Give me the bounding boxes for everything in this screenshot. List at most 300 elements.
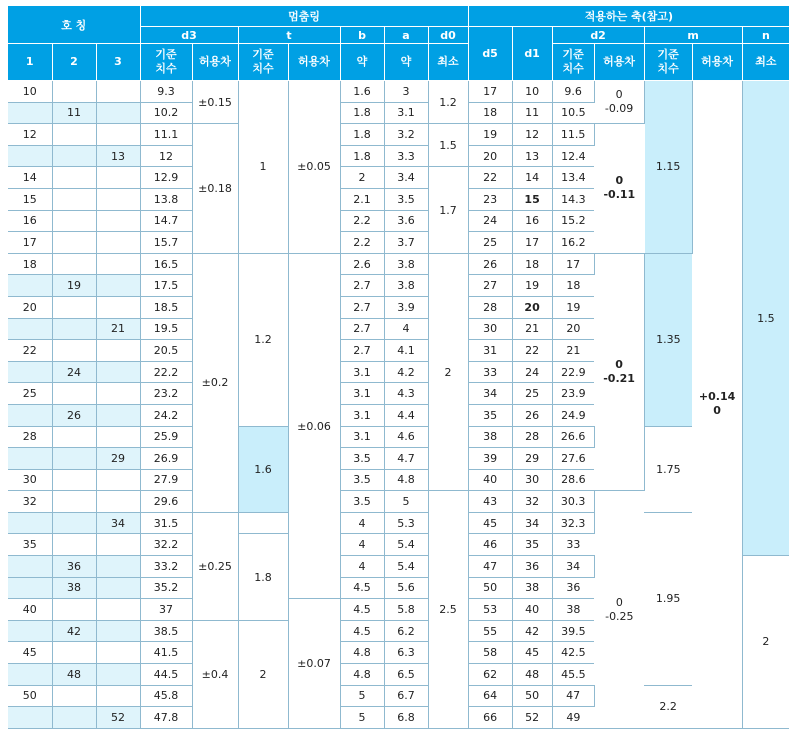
d3-base: 31.5 xyxy=(140,512,192,534)
d2-tolerance xyxy=(594,491,644,729)
nominal-col-1: 12 xyxy=(8,124,52,146)
d0-min: 1.7 xyxy=(428,167,468,253)
d3-base: 44.5 xyxy=(140,664,192,686)
header-b-approx: 약 xyxy=(340,44,384,81)
d2-base: 17 xyxy=(552,253,594,275)
nominal-col-2: 48 xyxy=(52,664,96,686)
nominal-col-1 xyxy=(8,577,52,599)
nominal-col-2 xyxy=(52,188,96,210)
d2-base: 32.3 xyxy=(552,512,594,534)
header-applicable-shaft: 적용하는 축(참고) xyxy=(468,6,789,27)
nominal-col-3 xyxy=(96,404,140,426)
a-approx: 4.6 xyxy=(384,426,428,448)
header-d2-base xyxy=(552,44,594,81)
a-approx: 3.5 xyxy=(384,188,428,210)
d2-base: 42.5 xyxy=(552,642,594,664)
d3-base: 22.2 xyxy=(140,361,192,383)
b-approx: 1.6 xyxy=(340,81,384,103)
nominal-col-1: 30 xyxy=(8,469,52,491)
d5-value: 40 xyxy=(468,469,512,491)
nominal-col-1 xyxy=(8,620,52,642)
table-row xyxy=(8,253,789,275)
nominal-col-3: 13 xyxy=(96,145,140,167)
d3-base: 16.5 xyxy=(140,253,192,275)
d5-value: 20 xyxy=(468,145,512,167)
d3-tolerance: ±0.25 xyxy=(192,512,238,620)
b-approx: 3.1 xyxy=(340,383,384,405)
d1-value: 19 xyxy=(512,275,552,297)
a-approx: 6.2 xyxy=(384,620,428,642)
nominal-col-3 xyxy=(96,383,140,405)
table-row xyxy=(8,426,789,448)
nominal-col-1: 25 xyxy=(8,383,52,405)
nominal-col-1: 20 xyxy=(8,296,52,318)
d5-value: 19 xyxy=(468,124,512,146)
d3-base: 23.2 xyxy=(140,383,192,405)
nominal-col-2 xyxy=(52,340,96,362)
table-body xyxy=(8,81,789,729)
d0-min: 2.5 xyxy=(428,491,468,729)
t-base: 1.2 xyxy=(238,253,288,426)
a-approx: 3.2 xyxy=(384,124,428,146)
nominal-col-2: 26 xyxy=(52,404,96,426)
t-base: 1 xyxy=(238,81,288,254)
d3-base: 41.5 xyxy=(140,642,192,664)
d1-value: 11 xyxy=(512,102,552,124)
m-tolerance xyxy=(692,81,742,729)
nominal-col-3: 52 xyxy=(96,707,140,729)
a-approx: 3.7 xyxy=(384,232,428,254)
tolerance-upper: 0 xyxy=(615,595,623,609)
b-approx: 3.1 xyxy=(340,361,384,383)
d2-base: 24.9 xyxy=(552,404,594,426)
nominal-col-1: 17 xyxy=(8,232,52,254)
d3-base: 47.8 xyxy=(140,707,192,729)
nominal-col-1 xyxy=(8,664,52,686)
d2-base: 38 xyxy=(552,599,594,621)
header-d3: d3 xyxy=(140,27,238,44)
nominal-col-1: 28 xyxy=(8,426,52,448)
nominal-col-3: 29 xyxy=(96,448,140,470)
nominal-col-3 xyxy=(96,167,140,189)
d1-value: 17 xyxy=(512,232,552,254)
table-row xyxy=(8,512,789,534)
d3-base: 24.2 xyxy=(140,404,192,426)
nominal-col-1: 32 xyxy=(8,491,52,513)
t-base xyxy=(238,512,288,534)
nominal-col-3 xyxy=(96,556,140,578)
nominal-col-3 xyxy=(96,275,140,297)
d3-base: 19.5 xyxy=(140,318,192,340)
header-a-approx: 약 xyxy=(384,44,428,81)
d2-base: 16.2 xyxy=(552,232,594,254)
b-approx: 4.8 xyxy=(340,642,384,664)
a-approx: 3.6 xyxy=(384,210,428,232)
d2-tolerance xyxy=(594,124,644,254)
nominal-col-2 xyxy=(52,145,96,167)
nominal-col-3: 21 xyxy=(96,318,140,340)
a-approx: 5.4 xyxy=(384,534,428,556)
header-d2-tolerance: 허용차 xyxy=(594,44,644,81)
m-base: 1.75 xyxy=(644,426,692,512)
d1-value: 26 xyxy=(512,404,552,426)
nominal-col-1: 45 xyxy=(8,642,52,664)
b-approx: 3.5 xyxy=(340,491,384,513)
b-approx: 2.2 xyxy=(340,210,384,232)
nominal-col-3 xyxy=(96,210,140,232)
b-approx: 2.6 xyxy=(340,253,384,275)
header-n-min: 최소 xyxy=(742,44,789,81)
header-d2: d2 xyxy=(552,27,644,44)
nominal-col-1 xyxy=(8,275,52,297)
d2-base: 10.5 xyxy=(552,102,594,124)
base-line-1: 기준 xyxy=(562,48,584,61)
nominal-col-1: 22 xyxy=(8,340,52,362)
b-approx: 2 xyxy=(340,167,384,189)
d2-base: 34 xyxy=(552,556,594,578)
nominal-col-3 xyxy=(96,664,140,686)
nominal-col-3 xyxy=(96,81,140,103)
a-approx: 6.3 xyxy=(384,642,428,664)
nominal-col-2: 38 xyxy=(52,577,96,599)
d3-tolerance: ±0.4 xyxy=(192,620,238,728)
tolerance-lower: -0.25 xyxy=(605,609,634,623)
a-approx: 4 xyxy=(384,318,428,340)
nominal-col-3 xyxy=(96,577,140,599)
header-d1: d1 xyxy=(512,27,552,81)
b-approx: 4 xyxy=(340,556,384,578)
d1-value: 25 xyxy=(512,383,552,405)
d5-value: 26 xyxy=(468,253,512,275)
d1-value: 28 xyxy=(512,426,552,448)
tolerance-upper: 0 xyxy=(615,88,623,102)
d1-value: 15 xyxy=(512,188,552,210)
d3-base: 33.2 xyxy=(140,556,192,578)
d3-tolerance: ±0.18 xyxy=(192,124,238,254)
nominal-col-3 xyxy=(96,232,140,254)
d3-base: 37 xyxy=(140,599,192,621)
d2-base: 9.6 xyxy=(552,81,594,103)
d5-value: 22 xyxy=(468,167,512,189)
nominal-col-2 xyxy=(52,534,96,556)
d2-base: 39.5 xyxy=(552,620,594,642)
d1-value: 24 xyxy=(512,361,552,383)
d1-value: 35 xyxy=(512,534,552,556)
nominal-col-3 xyxy=(96,361,140,383)
b-approx: 3.5 xyxy=(340,469,384,491)
d5-value: 17 xyxy=(468,81,512,103)
d1-value: 21 xyxy=(512,318,552,340)
d1-value: 32 xyxy=(512,491,552,513)
d3-base: 29.6 xyxy=(140,491,192,513)
d3-base: 20.5 xyxy=(140,340,192,362)
d1-value: 30 xyxy=(512,469,552,491)
nominal-col-2 xyxy=(52,296,96,318)
t-base: 1.8 xyxy=(238,534,288,620)
a-approx: 6.7 xyxy=(384,685,428,707)
d3-base: 26.9 xyxy=(140,448,192,470)
d5-value: 30 xyxy=(468,318,512,340)
tolerance-upper: 0 xyxy=(615,358,623,372)
nominal-col-1 xyxy=(8,707,52,729)
d1-value: 29 xyxy=(512,448,552,470)
a-approx: 4.8 xyxy=(384,469,428,491)
header-col-1: 1 xyxy=(8,44,52,81)
nominal-col-3 xyxy=(96,534,140,556)
nominal-col-1: 40 xyxy=(8,599,52,621)
nominal-col-1: 50 xyxy=(8,685,52,707)
d5-value: 43 xyxy=(468,491,512,513)
nominal-col-1: 35 xyxy=(8,534,52,556)
nominal-col-3 xyxy=(96,469,140,491)
nominal-col-1: 18 xyxy=(8,253,52,275)
a-approx: 4.3 xyxy=(384,383,428,405)
tolerance-upper: +0.14 xyxy=(698,390,736,404)
d1-value: 20 xyxy=(512,296,552,318)
b-approx: 4.8 xyxy=(340,664,384,686)
header-t-base xyxy=(238,44,288,81)
dimension-table xyxy=(8,6,789,729)
d5-value: 64 xyxy=(468,685,512,707)
nominal-col-2: 19 xyxy=(52,275,96,297)
nominal-col-2 xyxy=(52,599,96,621)
d3-tolerance: ±0.2 xyxy=(192,253,238,512)
b-approx: 4.5 xyxy=(340,620,384,642)
d0-min: 2 xyxy=(428,253,468,491)
d1-value: 42 xyxy=(512,620,552,642)
a-approx: 4.7 xyxy=(384,448,428,470)
nominal-col-3 xyxy=(96,340,140,362)
d1-value: 48 xyxy=(512,664,552,686)
d5-value: 38 xyxy=(468,426,512,448)
nominal-col-3 xyxy=(96,102,140,124)
a-approx: 3.4 xyxy=(384,167,428,189)
b-approx: 2.7 xyxy=(340,296,384,318)
nominal-col-2 xyxy=(52,124,96,146)
nominal-col-3 xyxy=(96,124,140,146)
d1-value: 22 xyxy=(512,340,552,362)
nominal-col-3 xyxy=(96,599,140,621)
d3-base: 32.2 xyxy=(140,534,192,556)
nominal-col-1 xyxy=(8,448,52,470)
a-approx: 5.6 xyxy=(384,577,428,599)
nominal-col-2 xyxy=(52,318,96,340)
base-line-2: 치수 xyxy=(562,62,584,75)
d5-value: 18 xyxy=(468,102,512,124)
header-nominal: 호 칭 xyxy=(8,6,140,44)
d2-base: 12.4 xyxy=(552,145,594,167)
d1-value: 18 xyxy=(512,253,552,275)
b-approx: 2.7 xyxy=(340,275,384,297)
b-approx: 4.5 xyxy=(340,599,384,621)
tolerance-lower: 0 xyxy=(713,404,721,418)
header-d5: d5 xyxy=(468,27,512,81)
d1-value: 12 xyxy=(512,124,552,146)
d5-value: 66 xyxy=(468,707,512,729)
nominal-col-2 xyxy=(52,707,96,729)
a-approx: 3.8 xyxy=(384,275,428,297)
a-approx: 5 xyxy=(384,491,428,513)
a-approx: 3.3 xyxy=(384,145,428,167)
b-approx: 4.5 xyxy=(340,577,384,599)
d2-base: 30.3 xyxy=(552,491,594,513)
t-base: 2 xyxy=(238,620,288,728)
t-tolerance: ±0.06 xyxy=(288,253,340,599)
d1-value: 13 xyxy=(512,145,552,167)
d1-value: 45 xyxy=(512,642,552,664)
a-approx: 6.5 xyxy=(384,664,428,686)
d3-base: 35.2 xyxy=(140,577,192,599)
d2-base: 13.4 xyxy=(552,167,594,189)
nominal-col-2 xyxy=(52,685,96,707)
d2-base: 14.3 xyxy=(552,188,594,210)
nominal-col-2 xyxy=(52,642,96,664)
d5-value: 23 xyxy=(468,188,512,210)
header-m-base xyxy=(644,44,692,81)
d3-base: 27.9 xyxy=(140,469,192,491)
nominal-col-2 xyxy=(52,448,96,470)
base-line-2: 치수 xyxy=(657,62,679,75)
nominal-col-3 xyxy=(96,491,140,513)
header-d0: d0 xyxy=(428,27,468,44)
b-approx: 1.8 xyxy=(340,145,384,167)
nominal-col-2 xyxy=(52,512,96,534)
a-approx: 4.2 xyxy=(384,361,428,383)
b-approx: 2.7 xyxy=(340,318,384,340)
d3-base: 12.9 xyxy=(140,167,192,189)
d5-value: 46 xyxy=(468,534,512,556)
nominal-col-2 xyxy=(52,426,96,448)
nominal-col-2: 42 xyxy=(52,620,96,642)
a-approx: 3.1 xyxy=(384,102,428,124)
a-approx: 5.8 xyxy=(384,599,428,621)
nominal-col-1 xyxy=(8,556,52,578)
b-approx: 3.1 xyxy=(340,426,384,448)
header-d3-base xyxy=(140,44,192,81)
t-base: 1.6 xyxy=(238,426,288,512)
d1-value: 10 xyxy=(512,81,552,103)
d2-base: 47 xyxy=(552,685,594,707)
nominal-col-2 xyxy=(52,232,96,254)
d5-value: 62 xyxy=(468,664,512,686)
d2-base: 26.6 xyxy=(552,426,594,448)
nominal-col-1 xyxy=(8,361,52,383)
m-base: 1.35 xyxy=(644,253,692,426)
header-d3-tolerance: 허용차 xyxy=(192,44,238,81)
d3-base: 14.7 xyxy=(140,210,192,232)
tolerance-upper: 0 xyxy=(615,174,624,188)
b-approx: 4 xyxy=(340,534,384,556)
nominal-col-3 xyxy=(96,296,140,318)
nominal-col-2 xyxy=(52,491,96,513)
b-approx: 2.1 xyxy=(340,188,384,210)
header-t-tolerance: 허용차 xyxy=(288,44,340,81)
nominal-col-2: 11 xyxy=(52,102,96,124)
b-approx: 4 xyxy=(340,512,384,534)
header-n: n xyxy=(742,27,789,44)
n-min: 1.5 xyxy=(742,81,789,556)
d3-base: 15.7 xyxy=(140,232,192,254)
d2-base: 20 xyxy=(552,318,594,340)
d5-value: 39 xyxy=(468,448,512,470)
d2-base: 33 xyxy=(552,534,594,556)
nominal-col-1: 16 xyxy=(8,210,52,232)
b-approx: 5 xyxy=(340,707,384,729)
table-row xyxy=(8,81,789,103)
t-tolerance: ±0.05 xyxy=(288,81,340,254)
b-approx: 1.8 xyxy=(340,124,384,146)
nominal-col-3 xyxy=(96,642,140,664)
nominal-col-1 xyxy=(8,318,52,340)
b-approx: 1.8 xyxy=(340,102,384,124)
header-d0-min: 최소 xyxy=(428,44,468,81)
nominal-col-2 xyxy=(52,253,96,275)
d5-value: 35 xyxy=(468,404,512,426)
b-approx: 3.1 xyxy=(340,404,384,426)
d5-value: 24 xyxy=(468,210,512,232)
nominal-col-3 xyxy=(96,685,140,707)
d5-value: 25 xyxy=(468,232,512,254)
b-approx: 2.2 xyxy=(340,232,384,254)
d2-base: 11.5 xyxy=(552,124,594,146)
nominal-col-2 xyxy=(52,469,96,491)
nominal-col-3 xyxy=(96,620,140,642)
nominal-col-2 xyxy=(52,210,96,232)
header-col-3: 3 xyxy=(96,44,140,81)
a-approx: 4.4 xyxy=(384,404,428,426)
d2-base: 22.9 xyxy=(552,361,594,383)
d0-min: 1.5 xyxy=(428,124,468,167)
a-approx: 3.9 xyxy=(384,296,428,318)
tolerance-lower: -0.11 xyxy=(603,188,636,202)
d1-value: 38 xyxy=(512,577,552,599)
nominal-col-2 xyxy=(52,81,96,103)
d2-base: 18 xyxy=(552,275,594,297)
d2-base: 27.6 xyxy=(552,448,594,470)
d5-value: 31 xyxy=(468,340,512,362)
d1-value: 16 xyxy=(512,210,552,232)
base-line-2: 치수 xyxy=(252,62,274,75)
d5-value: 50 xyxy=(468,577,512,599)
d2-base: 15.2 xyxy=(552,210,594,232)
d5-value: 34 xyxy=(468,383,512,405)
a-approx: 6.8 xyxy=(384,707,428,729)
d1-value: 14 xyxy=(512,167,552,189)
d1-value: 36 xyxy=(512,556,552,578)
a-approx: 5.3 xyxy=(384,512,428,534)
tolerance-lower: -0.09 xyxy=(604,102,634,116)
d2-base: 45.5 xyxy=(552,664,594,686)
nominal-col-2 xyxy=(52,167,96,189)
d1-value: 40 xyxy=(512,599,552,621)
table-row xyxy=(8,685,789,707)
b-approx: 3.5 xyxy=(340,448,384,470)
m-base: 1.95 xyxy=(644,512,692,685)
d3-base: 10.2 xyxy=(140,102,192,124)
header-m-tolerance: 허용차 xyxy=(692,44,742,81)
d1-value: 50 xyxy=(512,685,552,707)
nominal-col-1 xyxy=(8,404,52,426)
n-min: 2 xyxy=(742,556,789,729)
d3-base: 13.8 xyxy=(140,188,192,210)
m-base: 1.15 xyxy=(644,81,692,254)
d5-value: 53 xyxy=(468,599,512,621)
header-m: m xyxy=(644,27,742,44)
nominal-col-1 xyxy=(8,512,52,534)
base-line-1: 기준 xyxy=(252,48,274,61)
d2-base: 19 xyxy=(552,296,594,318)
nominal-col-3 xyxy=(96,426,140,448)
